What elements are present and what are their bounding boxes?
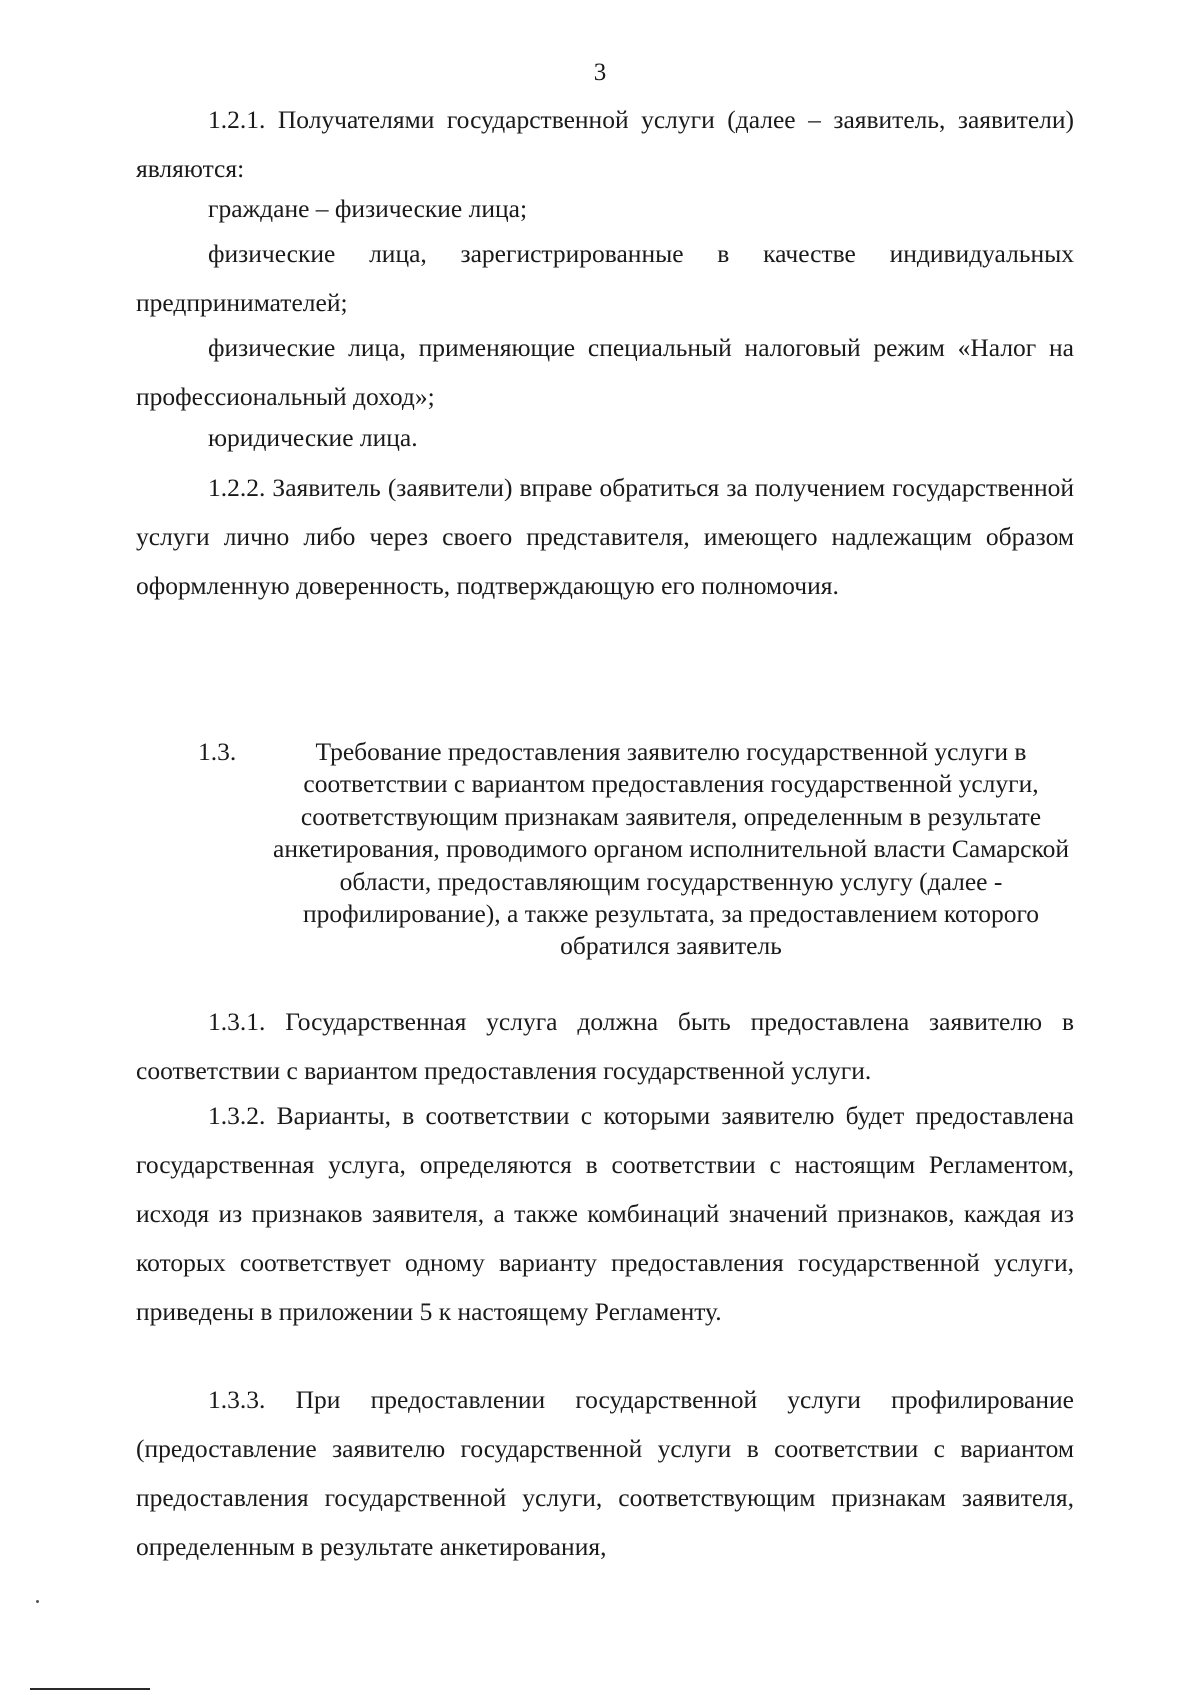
page-number: 3 (593, 59, 607, 86)
scan-mark (36, 1600, 39, 1603)
paragraph-1-3-2: 1.3.2. Варианты, в соответствии с которыми заявителю будет предоставлена государственная услуга, определяются в соответствии с настоящим Регламентом, исходя из признаков заявителя, а также комбинаций значений признаков, каждая из которых соответствует одному варианту предоставления государственной услуги, приведены в приложении 5 к настоящему Регламенту. (136, 1101, 1074, 1326)
paragraph-1-3-1: 1.3.1. Государственная услуга должна быть предоставлена заявителю в соответствии с вариантом предоставления государственной услуги. (136, 1007, 1074, 1085)
paragraph-1-3-3: 1.3.3. При предоставлении государственной услуги профилирование (предоставление заявителю государственной услуги в соответствии с вариантом предоставления государственной услуги, соответствующим признакам заявителя, определенным в результате анкетирования, (136, 1385, 1074, 1561)
list-item-entrepreneurs: физические лица, зарегистрированные в качестве индивидуальных предпринимателей; (136, 239, 1074, 317)
list-item-citizens: граждане – физические лица; (208, 194, 528, 223)
footer-rule (30, 1688, 150, 1690)
paragraph-1-2-1: 1.2.1. Получателями государственной услуги (далее – заявитель, заявители) являются: (136, 105, 1074, 183)
paragraph-1-2-2: 1.2.2. Заявитель (заявители) вправе обратиться за получением государственной услуги лично либо через своего представителя, имеющего надлежащим образом оформленную доверенность, подтверждающую его полномочия. (136, 473, 1074, 600)
section-heading-text: Требование предоставления заявителю государственной услуги в соответствии с вариантом предоставления государственной услуги, соответствующим признакам заявителя, определенным в результате анкетирования, проводимого органом исполнительной власти Самарской области, предоставляющим государственную услугу (далее - профилирование), а также результата, за предоставлением которого обратился заявитель (273, 737, 1069, 961)
list-item-self-employed: физические лица, применяющие специальный налоговый режим «Налог на профессиональный доход»; (136, 333, 1074, 411)
section-heading-number: 1.3. (198, 737, 237, 766)
list-item-legal-entities: юридические лица. (208, 423, 418, 452)
